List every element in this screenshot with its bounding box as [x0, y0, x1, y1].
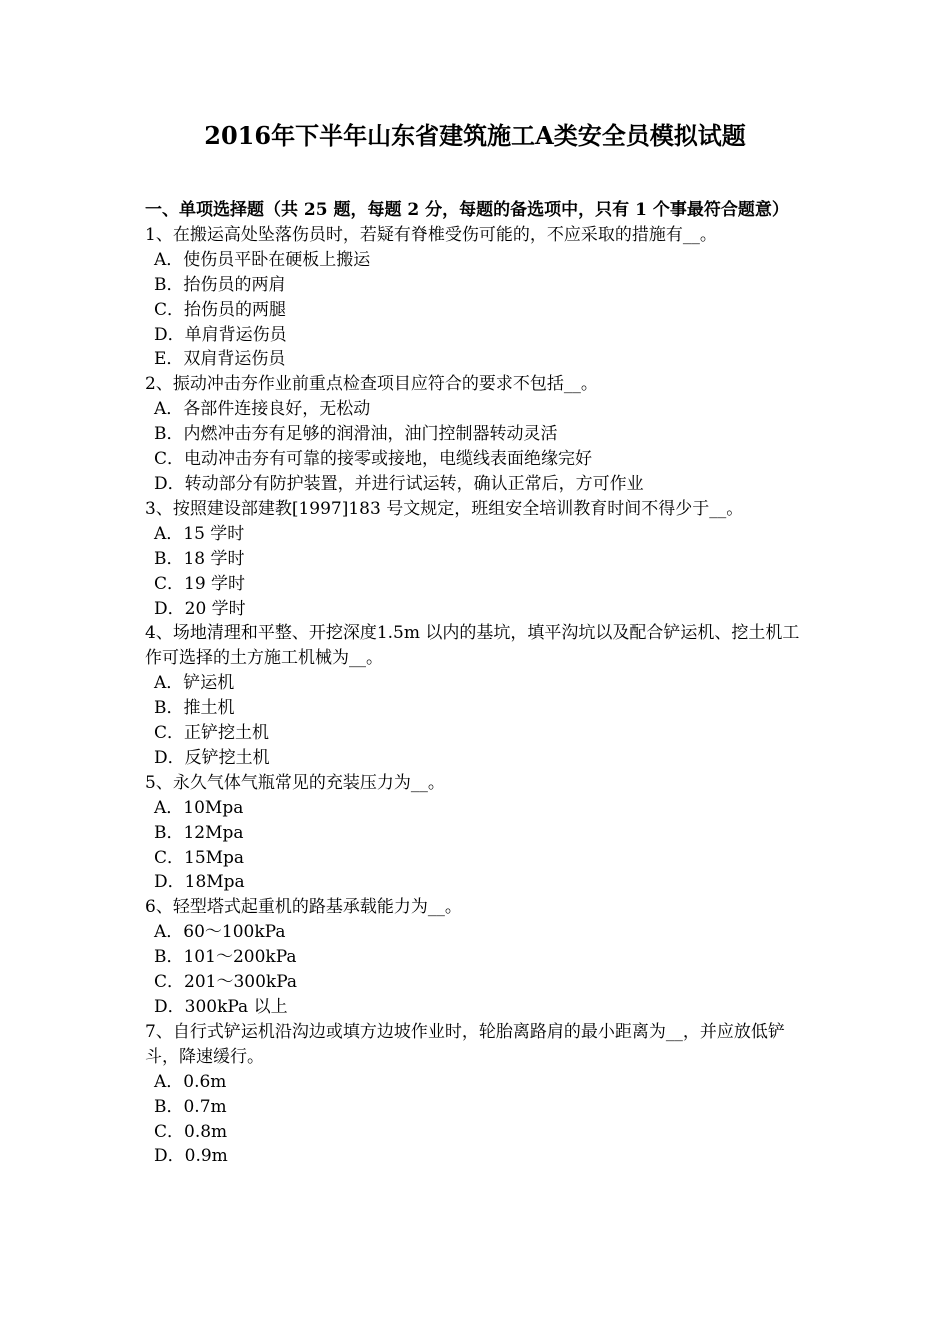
- option-c: C．19 学时: [154, 573, 246, 594]
- option-b: B．推土机: [154, 698, 235, 719]
- option-a: A．使伤员平卧在硬板上搬运: [154, 249, 371, 270]
- question-stem: 6、轻型塔式起重机的路基承载能力为__。: [145, 897, 462, 918]
- option-c: C．正铲挖土机: [154, 723, 270, 744]
- option-a: A．铲运机: [154, 673, 235, 694]
- question-stem: 1、在搬运高处坠落伤员时，若疑有脊椎受伤可能的，不应采取的措施有__。: [145, 224, 717, 245]
- option-a: A．15 学时: [154, 523, 245, 544]
- document-title: 2016年下半年山东省建筑施工A类安全员模拟试题: [204, 121, 746, 150]
- option-d: D．0.9m: [154, 1146, 228, 1167]
- option-e: E．双肩背运伤员: [154, 349, 286, 370]
- option-d: D．单肩背运伤员: [154, 324, 287, 345]
- option-b: B．18 学时: [154, 548, 245, 569]
- option-d: D．18Mpa: [154, 872, 245, 893]
- question-5: [145, 771, 811, 896]
- question-stem: 3、按照建设部建教[1997]183 号文规定，班组安全培训教育时间不得少于__。: [145, 498, 744, 519]
- question-stem: 7、自行式铲运机沿沟边或填方边坡作业时，轮胎离路肩的最小距离为__，并应放低铲斗，降速缓行。: [145, 1021, 785, 1067]
- option-b: B．内燃冲击夯有足够的润滑油，油门控制器转动灵活: [154, 424, 558, 445]
- option-b: B．0.7m: [154, 1096, 227, 1117]
- option-b: B．101～200kPa: [154, 947, 297, 968]
- option-b: B．抬伤员的两肩: [154, 274, 286, 295]
- question-1: [145, 223, 811, 372]
- question-stem: 2、振动冲击夯作业前重点检查项目应符合的要求不包括__。: [145, 374, 598, 395]
- question-2: [145, 372, 811, 497]
- question-stem: 4、场地清理和平整、开挖深度1.5m 以内的基坑，填平沟坑以及配合铲运机、挖土机工作可选择的土方施工机械为__。: [145, 623, 800, 669]
- option-a: A．60～100kPa: [154, 922, 286, 943]
- option-b: B．12Mpa: [154, 822, 244, 843]
- question-4: [145, 621, 811, 770]
- option-c: C．0.8m: [154, 1121, 228, 1142]
- option-c: C．电动冲击夯有可靠的接零或接地，电缆线表面绝缘完好: [154, 449, 593, 470]
- question-3: [145, 497, 811, 622]
- option-c: C．15Mpa: [154, 847, 245, 868]
- option-c: C．201～300kPa: [154, 972, 298, 993]
- section-title: 一、单项选择题（共 25 题，每题 2 分，每题的备选项中，只有 1 个事最符合题意）: [145, 200, 789, 220]
- option-d: D．300kPa 以上: [154, 997, 288, 1017]
- question-stem: 5、永久气体气瓶常见的充装压力为__。: [145, 772, 445, 793]
- question-7: [145, 1020, 811, 1169]
- option-a: A．10Mpa: [154, 797, 244, 818]
- option-a: A．各部件连接良好，无松动: [154, 399, 371, 420]
- document-body: [145, 198, 811, 1169]
- option-d: D．转动部分有防护装置，并进行试运转，确认正常后，方可作业: [154, 473, 644, 494]
- question-6: [145, 895, 811, 1020]
- option-d: D．20 学时: [154, 598, 246, 619]
- option-d: D．反铲挖土机: [154, 747, 270, 768]
- option-c: C．抬伤员的两腿: [154, 299, 287, 320]
- option-a: A．0.6m: [154, 1071, 227, 1092]
